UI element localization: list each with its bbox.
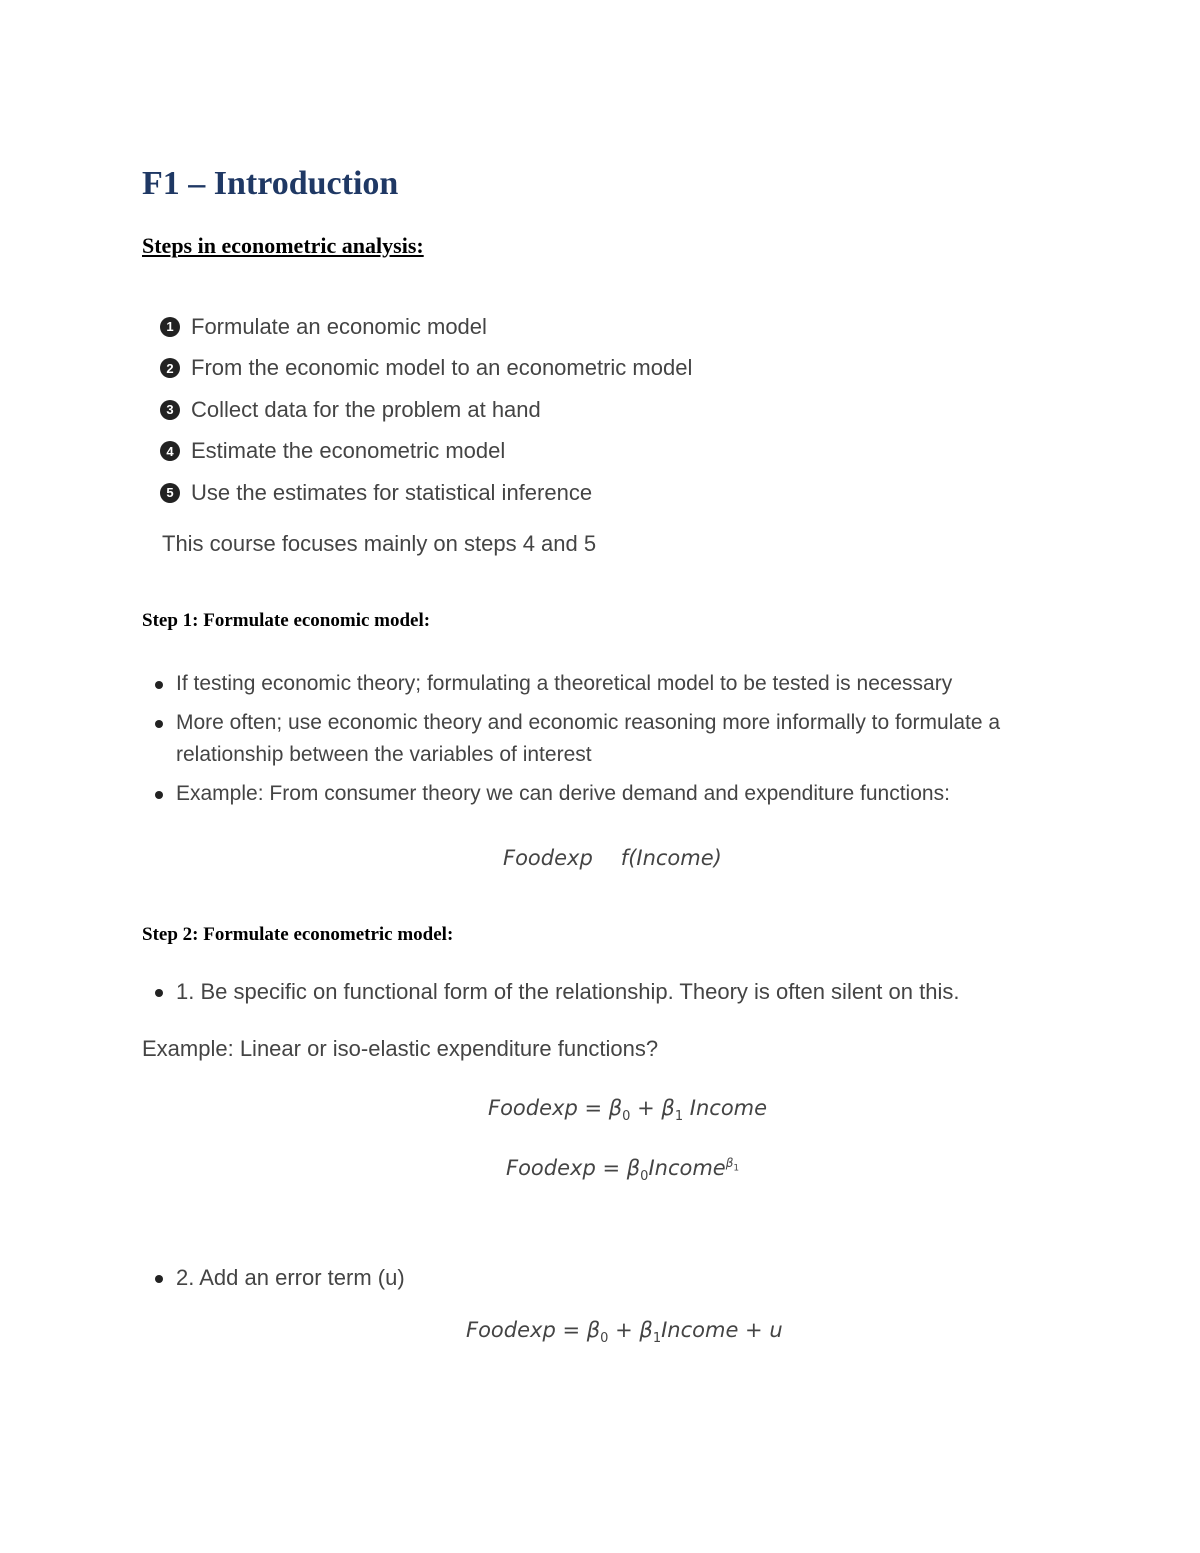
equation-iso-elastic: Foodexp = $\beta_0Income^{\beta_1}$: [506, 1156, 740, 1185]
bullet-icon: [155, 989, 163, 997]
step-number-badge: 4: [160, 441, 180, 461]
step-number-badge: 3: [160, 400, 180, 420]
example-text: Example: Linear or iso-elastic expenditure functions?: [142, 1036, 659, 1061]
list-item: [160, 306, 692, 348]
list-item: [152, 976, 1072, 1008]
step-number-badge: 2: [160, 358, 180, 378]
step-number-badge: 1: [160, 317, 180, 337]
equation-with-error: Foodexp = $\beta_0$ + $\beta_1Income + u$: [466, 1318, 783, 1347]
page-title: F1 – Introduction: [142, 165, 399, 202]
section-subtitle: Steps in econometric analysis:: [142, 233, 424, 258]
step-text: Use the estimates for statistical inference: [191, 479, 593, 505]
course-focus-text: This course focuses mainly on steps 4 and 5: [162, 531, 597, 556]
list-item: [152, 707, 1072, 771]
step-number-badge: 5: [160, 483, 180, 503]
bullet-icon: [155, 1275, 163, 1283]
bullet-text: 2. Add an error term (u): [176, 1265, 405, 1290]
bullet-text: 1. Be specific on functional form of the relationship. Theory is often silent on this.: [176, 979, 960, 1004]
bullet-icon: [155, 681, 163, 689]
bullet-text: If testing economic theory; formulating a theoretical model to be tested is necessary: [176, 672, 953, 695]
list-item: [160, 389, 692, 431]
equation-rhs: f(Income): [620, 846, 722, 870]
step-text: Collect data for the problem at hand: [191, 396, 541, 422]
steps-list: [160, 306, 692, 514]
equation-linear: Foodexp = $\beta_0 + \beta_1$ Income: [488, 1096, 768, 1125]
bullet-text: Example: From consumer theory we can derive demand and expenditure functions:: [176, 782, 950, 805]
list-item: [152, 668, 1072, 700]
list-item: [160, 472, 692, 514]
list-item: [160, 348, 692, 390]
bullet-text: More often; use economic theory and economic reasoning more informally to formulate a relationship between the variables of interest: [176, 711, 1001, 766]
list-item: [160, 431, 692, 473]
list-item: [152, 1262, 1072, 1294]
step-text: From the economic model to an econometric model: [191, 355, 693, 381]
bullet-icon: [155, 720, 163, 728]
step2-heading: Step 2: Formulate econometric model:: [142, 924, 454, 945]
equation-lhs: Foodexp: [503, 846, 593, 870]
list-item: [152, 778, 1072, 810]
step2-bullet-list-1: [152, 976, 1072, 1015]
bullet-icon: [155, 791, 163, 799]
step-text: Formulate an economic model: [191, 313, 487, 339]
step2-bullet-list-2: [152, 1262, 1072, 1301]
step1-heading: Step 1: Formulate economic model:: [142, 610, 431, 631]
equation-general: [503, 846, 722, 870]
step1-bullets: [152, 668, 1072, 817]
step-text: Estimate the econometric model: [191, 438, 506, 464]
